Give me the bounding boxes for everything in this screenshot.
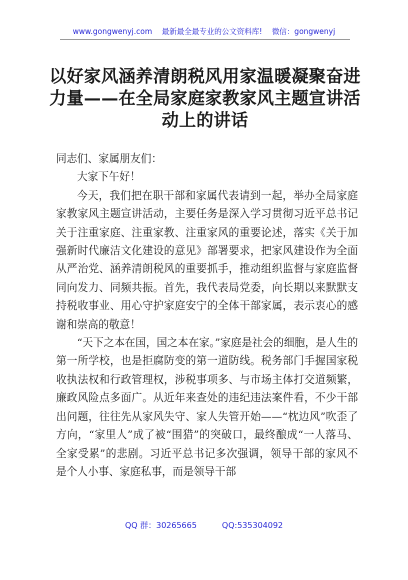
- salutation: 同志们、家属朋友们：: [56, 153, 162, 165]
- header-divider: [60, 39, 350, 40]
- header-wechat: 微信：gongwenyj: [271, 27, 336, 36]
- document-body: [56, 150, 358, 481]
- header-slogan: 最新最全最专业的公文资料库!: [161, 27, 263, 36]
- footer-qq-group: QQ 群：30265665: [124, 521, 197, 530]
- greeting: 大家下午好！: [77, 171, 141, 184]
- site-url-link[interactable]: www.gongwenyj.com: [72, 27, 153, 36]
- document-title: 以好家风涵养清朗税风用家温暖凝聚奋进力量——在全局家庭家教家风主题宣讲活动上的讲话: [49, 67, 361, 131]
- page-footer: [0, 520, 408, 531]
- footer-qq: QQ:535304092: [221, 521, 284, 530]
- paragraph-2: “天下之本在国，国之本在家。”家庭是社会的细胞，是人生的第一所学校，也是拒腐防变的第一道防线。税务部门手握国家税收执法权和行政管理权，涉税事项多、与市场主体打交道频繁，廉政风险点多面广。从近年来查处的违纪违法案件看，不少干部出问题，往往先从家风失守、家人失管开始——“枕边风”吹歪了方向，“家里人”成了被“围猎”的突破口，最终酿成“一人落马、全家受累”的悲剧。习近平总书记多次强调，领导干部的家风不是个人小事、家庭私事，而是领导干部: [56, 337, 358, 478]
- paragraph-1: 今天，我们把在职干部和家属代表请到一起，举办全局家庭家教家风主题宣讲活动，主要任务是深入学习贯彻习近平总书记关于注重家庭、注重家教、注重家风的重要论述，落实《关于加强新时代廉洁文化建设的意见》部署要求，把家风建设作为全面从严治党、涵养清朗税风的重要抓手，推动组织监督与家庭监督同向发力、同频共振。首先，我代表局党委，向长期以来默默支持税收事业、用心守护家庭安宁的全体干部家属，表示衷心的感谢和崇高的敬意！: [56, 189, 358, 331]
- page-header: [0, 26, 408, 37]
